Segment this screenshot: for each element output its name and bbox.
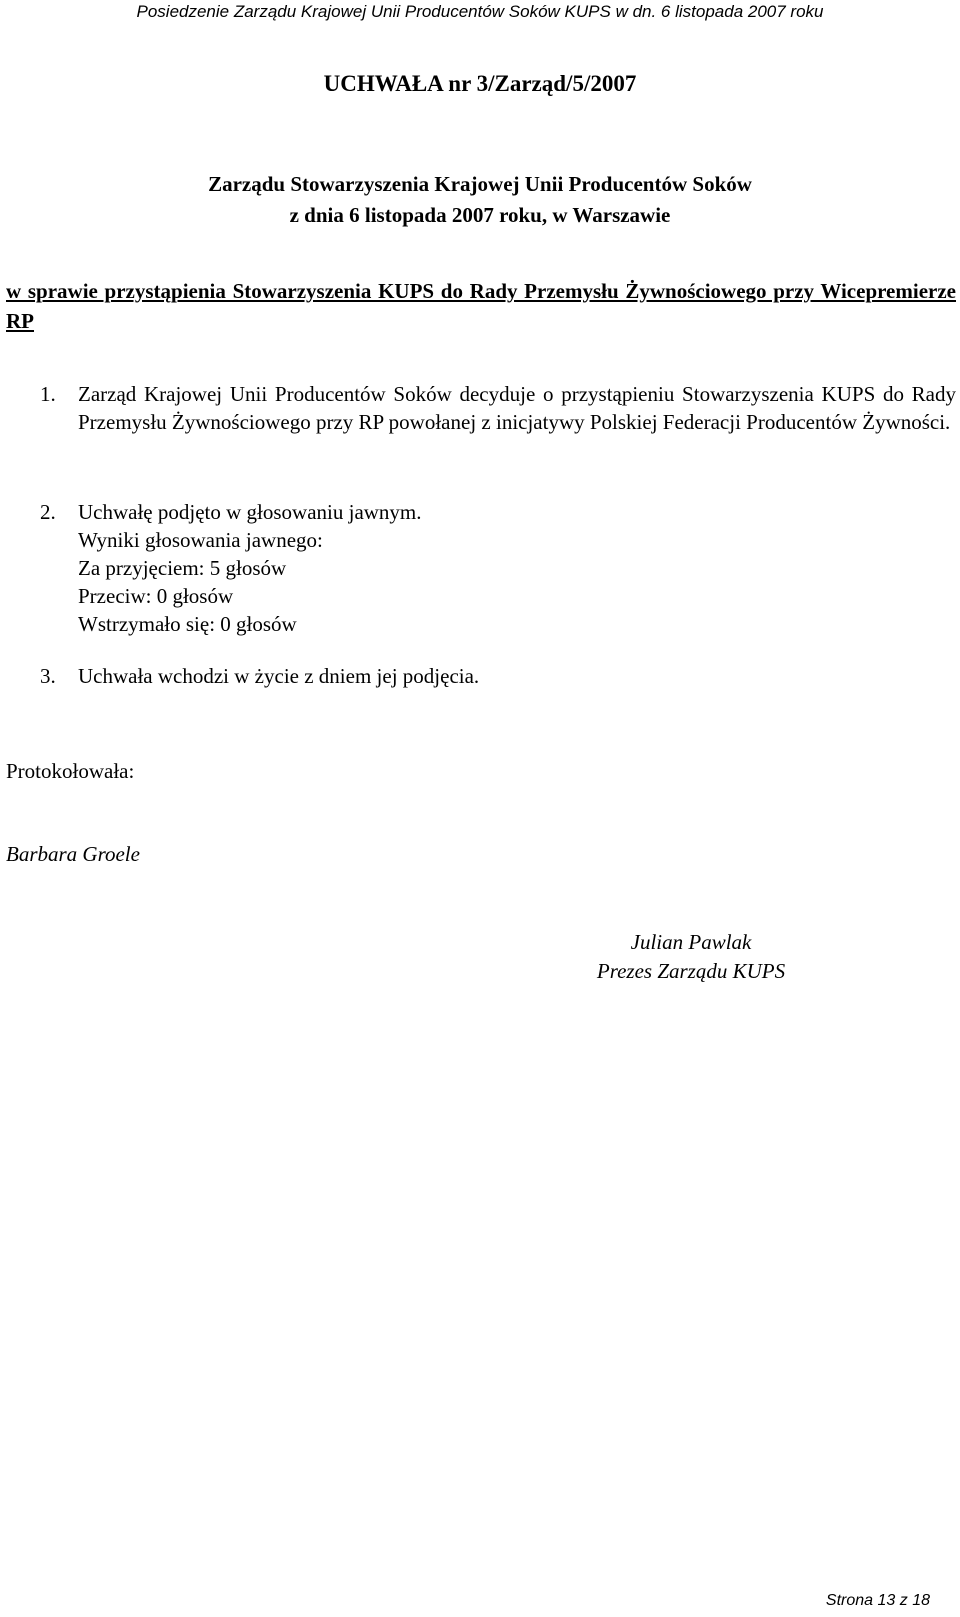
resolution-subject: w sprawie przystąpienia Stowarzyszenia KUPS do Rady Przemysłu Żywnościowego przy Wicepremierze RP — [6, 279, 956, 333]
resolution-issuer: Zarządu Stowarzyszenia Krajowej Unii Producentów Soków — [208, 172, 752, 196]
item-3-number: 3. — [40, 664, 56, 688]
signature-block — [580, 928, 802, 986]
signature-role: Prezes Zarządu KUPS — [596, 959, 786, 983]
page-number: Strona 13 z 18 — [825, 1592, 930, 1609]
item-2-line-results-heading: Wyniki głosowania jawnego: — [78, 528, 323, 552]
protocol-label: Protokołowała: — [6, 759, 135, 783]
item-1-text: Zarząd Krajowej Unii Producentów Soków decyduje o przystąpieniu Stowarzyszenia KUPS do Rady Przemysłu Żywnościowego przy RP powołanej z inicjatywy Polskiej Federacji Producentów Żywności. — [78, 382, 956, 434]
item-2-block — [78, 498, 422, 638]
running-header: Posiedzenie Zarządu Krajowej Unii Producentów Soków KUPS w dn. 6 listopada 2007 roku — [136, 2, 824, 21]
item-2-line-votes-for: Za przyjęciem: 5 głosów — [78, 556, 287, 580]
item-3-text: Uchwała wchodzi w życie z dniem jej podjęcia. — [78, 664, 480, 688]
resolution-date-place: z dnia 6 listopada 2007 roku, w Warszawie — [289, 203, 671, 227]
signature-name: Julian Pawlak — [630, 930, 752, 954]
item-2-line-vote-mode: Uchwałę podjęto w głosowaniu jawnym. — [78, 500, 422, 524]
item-1-number: 1. — [40, 382, 56, 406]
item-2-number: 2. — [40, 500, 56, 524]
item-2-line-votes-against: Przeciw: 0 głosów — [78, 584, 234, 608]
resolution-title: UCHWAŁA nr 3/Zarząd/5/2007 — [323, 71, 637, 96]
protocol-name: Barbara Groele — [6, 842, 140, 866]
item-2-line-abstentions: Wstrzymało się: 0 głosów — [78, 612, 297, 636]
